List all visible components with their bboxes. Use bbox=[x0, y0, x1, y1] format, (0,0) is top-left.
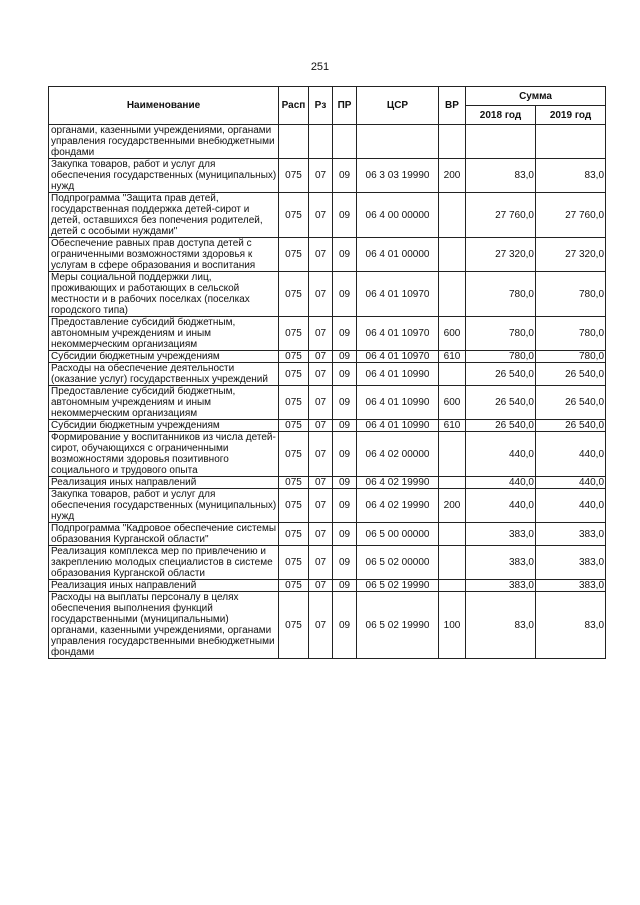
cell-vr: 600 bbox=[439, 386, 466, 420]
cell-2019: 780,0 bbox=[536, 317, 606, 351]
cell-rz: 07 bbox=[309, 432, 333, 477]
cell-rasp: 075 bbox=[279, 489, 309, 523]
header-2018: 2018 год bbox=[466, 106, 536, 125]
table-body bbox=[49, 125, 606, 659]
cell-pr bbox=[333, 125, 357, 159]
cell-vr bbox=[439, 546, 466, 580]
cell-rz: 07 bbox=[309, 580, 333, 592]
cell-vr: 610 bbox=[439, 420, 466, 432]
header-sum: Сумма bbox=[466, 87, 606, 106]
cell-2019: 26 540,0 bbox=[536, 363, 606, 386]
cell-rasp: 075 bbox=[279, 159, 309, 193]
cell-csr: 06 5 02 19990 bbox=[357, 580, 439, 592]
cell-csr: 06 5 02 00000 bbox=[357, 546, 439, 580]
table-row bbox=[49, 477, 606, 489]
cell-2018: 440,0 bbox=[466, 477, 536, 489]
cell-vr: 610 bbox=[439, 351, 466, 363]
cell-2018: 27 320,0 bbox=[466, 238, 536, 272]
cell-pr: 09 bbox=[333, 546, 357, 580]
cell-2018: 780,0 bbox=[466, 272, 536, 317]
cell-2018: 27 760,0 bbox=[466, 193, 536, 238]
cell-2018: 780,0 bbox=[466, 351, 536, 363]
budget-table bbox=[48, 86, 606, 659]
cell-2019: 780,0 bbox=[536, 272, 606, 317]
cell-pr: 09 bbox=[333, 238, 357, 272]
cell-2019: 83,0 bbox=[536, 592, 606, 659]
cell-2019: 27 760,0 bbox=[536, 193, 606, 238]
cell-rz: 07 bbox=[309, 523, 333, 546]
cell-pr: 09 bbox=[333, 363, 357, 386]
cell-rasp: 075 bbox=[279, 317, 309, 351]
cell-rasp: 075 bbox=[279, 432, 309, 477]
cell-rz: 07 bbox=[309, 238, 333, 272]
cell-2018: 440,0 bbox=[466, 432, 536, 477]
cell-2018: 83,0 bbox=[466, 592, 536, 659]
cell-rasp: 075 bbox=[279, 523, 309, 546]
table-row bbox=[49, 363, 606, 386]
cell-csr: 06 4 01 10970 bbox=[357, 317, 439, 351]
cell-vr: 100 bbox=[439, 592, 466, 659]
cell-rasp: 075 bbox=[279, 546, 309, 580]
cell-name: Реализация комплекса мер по привлечению и закреплению молодых специалистов в системе образования Курганской области bbox=[49, 546, 279, 580]
cell-2019: 383,0 bbox=[536, 546, 606, 580]
table-row bbox=[49, 159, 606, 193]
cell-vr bbox=[439, 238, 466, 272]
cell-csr: 06 5 00 00000 bbox=[357, 523, 439, 546]
cell-2018: 26 540,0 bbox=[466, 420, 536, 432]
cell-vr bbox=[439, 523, 466, 546]
cell-2019: 440,0 bbox=[536, 432, 606, 477]
cell-name: Реализация иных направлений bbox=[49, 477, 279, 489]
cell-pr: 09 bbox=[333, 489, 357, 523]
table-row bbox=[49, 592, 606, 659]
cell-pr: 09 bbox=[333, 420, 357, 432]
cell-name: Субсидии бюджетным учреждениям bbox=[49, 351, 279, 363]
cell-vr bbox=[439, 477, 466, 489]
cell-csr: 06 4 01 10990 bbox=[357, 363, 439, 386]
header-2019: 2019 год bbox=[536, 106, 606, 125]
cell-rasp: 075 bbox=[279, 420, 309, 432]
cell-2019: 440,0 bbox=[536, 489, 606, 523]
cell-pr: 09 bbox=[333, 317, 357, 351]
cell-rasp: 075 bbox=[279, 272, 309, 317]
cell-2018: 383,0 bbox=[466, 523, 536, 546]
cell-vr: 600 bbox=[439, 317, 466, 351]
cell-rasp: 075 bbox=[279, 580, 309, 592]
cell-rz: 07 bbox=[309, 317, 333, 351]
cell-name: Обеспечение равных прав доступа детей с ограниченными возможностями здоровья к услугам в сфере образования и воспитания bbox=[49, 238, 279, 272]
cell-rz bbox=[309, 125, 333, 159]
cell-rz: 07 bbox=[309, 546, 333, 580]
table-row bbox=[49, 317, 606, 351]
cell-vr: 200 bbox=[439, 489, 466, 523]
cell-name: Субсидии бюджетным учреждениям bbox=[49, 420, 279, 432]
cell-rz: 07 bbox=[309, 363, 333, 386]
header-csr: ЦСР bbox=[357, 87, 439, 125]
cell-name: Формирование у воспитанников из числа детей-сирот, обучающихся с ограниченными возможностями здоровья позитивного социального и трудового опыта bbox=[49, 432, 279, 477]
cell-2019: 383,0 bbox=[536, 580, 606, 592]
cell-rz: 07 bbox=[309, 193, 333, 238]
cell-rasp: 075 bbox=[279, 477, 309, 489]
cell-2019: 26 540,0 bbox=[536, 420, 606, 432]
cell-vr bbox=[439, 272, 466, 317]
header-pr: ПР bbox=[333, 87, 357, 125]
table-row bbox=[49, 351, 606, 363]
cell-rasp: 075 bbox=[279, 351, 309, 363]
table-row bbox=[49, 432, 606, 477]
table-row bbox=[49, 193, 606, 238]
cell-name: Предоставление субсидий бюджетным, автономным учреждениям и иным некоммерческим организациям bbox=[49, 386, 279, 420]
cell-pr: 09 bbox=[333, 159, 357, 193]
cell-2019: 83,0 bbox=[536, 159, 606, 193]
cell-rasp: 075 bbox=[279, 363, 309, 386]
cell-2018: 26 540,0 bbox=[466, 363, 536, 386]
cell-2019: 383,0 bbox=[536, 523, 606, 546]
cell-csr: 06 4 01 10990 bbox=[357, 386, 439, 420]
header-vr: ВР bbox=[439, 87, 466, 125]
cell-pr: 09 bbox=[333, 272, 357, 317]
cell-rasp: 075 bbox=[279, 193, 309, 238]
cell-rz: 07 bbox=[309, 386, 333, 420]
cell-pr: 09 bbox=[333, 386, 357, 420]
cell-pr: 09 bbox=[333, 580, 357, 592]
cell-2019: 26 540,0 bbox=[536, 386, 606, 420]
cell-name: Предоставление субсидий бюджетным, автономным учреждениям и иным некоммерческим организациям bbox=[49, 317, 279, 351]
header-name: Наименование bbox=[49, 87, 279, 125]
cell-rasp: 075 bbox=[279, 238, 309, 272]
cell-csr bbox=[357, 125, 439, 159]
cell-rasp bbox=[279, 125, 309, 159]
cell-2019: 440,0 bbox=[536, 477, 606, 489]
cell-csr: 06 4 02 19990 bbox=[357, 477, 439, 489]
cell-rz: 07 bbox=[309, 489, 333, 523]
cell-pr: 09 bbox=[333, 592, 357, 659]
cell-vr: 200 bbox=[439, 159, 466, 193]
cell-name: органами, казенными учреждениями, органами управления государственными внебюджетными фондами bbox=[49, 125, 279, 159]
table-row bbox=[49, 238, 606, 272]
table-row bbox=[49, 420, 606, 432]
cell-2018: 26 540,0 bbox=[466, 386, 536, 420]
cell-csr: 06 4 01 10990 bbox=[357, 420, 439, 432]
cell-name: Закупка товаров, работ и услуг для обеспечения государственных (муниципальных) нужд bbox=[49, 159, 279, 193]
cell-name: Подпрограмма "Кадровое обеспечение системы образования Курганской области" bbox=[49, 523, 279, 546]
cell-rasp: 075 bbox=[279, 592, 309, 659]
cell-pr: 09 bbox=[333, 432, 357, 477]
cell-2018: 383,0 bbox=[466, 580, 536, 592]
cell-vr bbox=[439, 193, 466, 238]
header-rz: Рз bbox=[309, 87, 333, 125]
cell-2019: 27 320,0 bbox=[536, 238, 606, 272]
cell-csr: 06 3 03 19990 bbox=[357, 159, 439, 193]
table-row bbox=[49, 580, 606, 592]
cell-pr: 09 bbox=[333, 523, 357, 546]
cell-csr: 06 4 00 00000 bbox=[357, 193, 439, 238]
table-row bbox=[49, 125, 606, 159]
cell-name: Расходы на обеспечение деятельности (оказание услуг) государственных учреждений bbox=[49, 363, 279, 386]
cell-rz: 07 bbox=[309, 159, 333, 193]
table-row bbox=[49, 386, 606, 420]
cell-pr: 09 bbox=[333, 193, 357, 238]
cell-rz: 07 bbox=[309, 420, 333, 432]
cell-2018: 83,0 bbox=[466, 159, 536, 193]
cell-vr bbox=[439, 580, 466, 592]
cell-rz: 07 bbox=[309, 272, 333, 317]
cell-vr bbox=[439, 125, 466, 159]
cell-2018: 440,0 bbox=[466, 489, 536, 523]
cell-2019 bbox=[536, 125, 606, 159]
cell-csr: 06 4 01 00000 bbox=[357, 238, 439, 272]
cell-pr: 09 bbox=[333, 351, 357, 363]
cell-name: Расходы на выплаты персоналу в целях обеспечения выполнения функций государственными (муниципальными) органами, казенными учреждениями, органами управления государственными внебюджетными фондами bbox=[49, 592, 279, 659]
cell-rz: 07 bbox=[309, 592, 333, 659]
cell-csr: 06 4 02 19990 bbox=[357, 489, 439, 523]
cell-pr: 09 bbox=[333, 477, 357, 489]
cell-name: Меры социальной поддержки лиц, проживающих и работающих в сельской местности и в рабочих поселках (поселках городского типа) bbox=[49, 272, 279, 317]
cell-vr bbox=[439, 363, 466, 386]
cell-2018 bbox=[466, 125, 536, 159]
cell-csr: 06 4 02 00000 bbox=[357, 432, 439, 477]
cell-2019: 780,0 bbox=[536, 351, 606, 363]
header-row bbox=[49, 87, 606, 106]
cell-csr: 06 4 01 10970 bbox=[357, 351, 439, 363]
cell-name: Подпрограмма "Защита прав детей, государственная поддержка детей-сирот и детей, оставшихся без попечения родителей, детей с особыми нуждами" bbox=[49, 193, 279, 238]
header-rasp: Расп bbox=[279, 87, 309, 125]
cell-name: Реализация иных направлений bbox=[49, 580, 279, 592]
page-number: 251 bbox=[310, 61, 330, 73]
cell-2018: 383,0 bbox=[466, 546, 536, 580]
cell-rz: 07 bbox=[309, 477, 333, 489]
cell-csr: 06 4 01 10970 bbox=[357, 272, 439, 317]
table-row bbox=[49, 272, 606, 317]
cell-vr bbox=[439, 432, 466, 477]
table-row bbox=[49, 489, 606, 523]
cell-2018: 780,0 bbox=[466, 317, 536, 351]
table-row bbox=[49, 546, 606, 580]
cell-rz: 07 bbox=[309, 351, 333, 363]
cell-csr: 06 5 02 19990 bbox=[357, 592, 439, 659]
cell-name: Закупка товаров, работ и услуг для обеспечения государственных (муниципальных) нужд bbox=[49, 489, 279, 523]
cell-rasp: 075 bbox=[279, 386, 309, 420]
table-row bbox=[49, 523, 606, 546]
